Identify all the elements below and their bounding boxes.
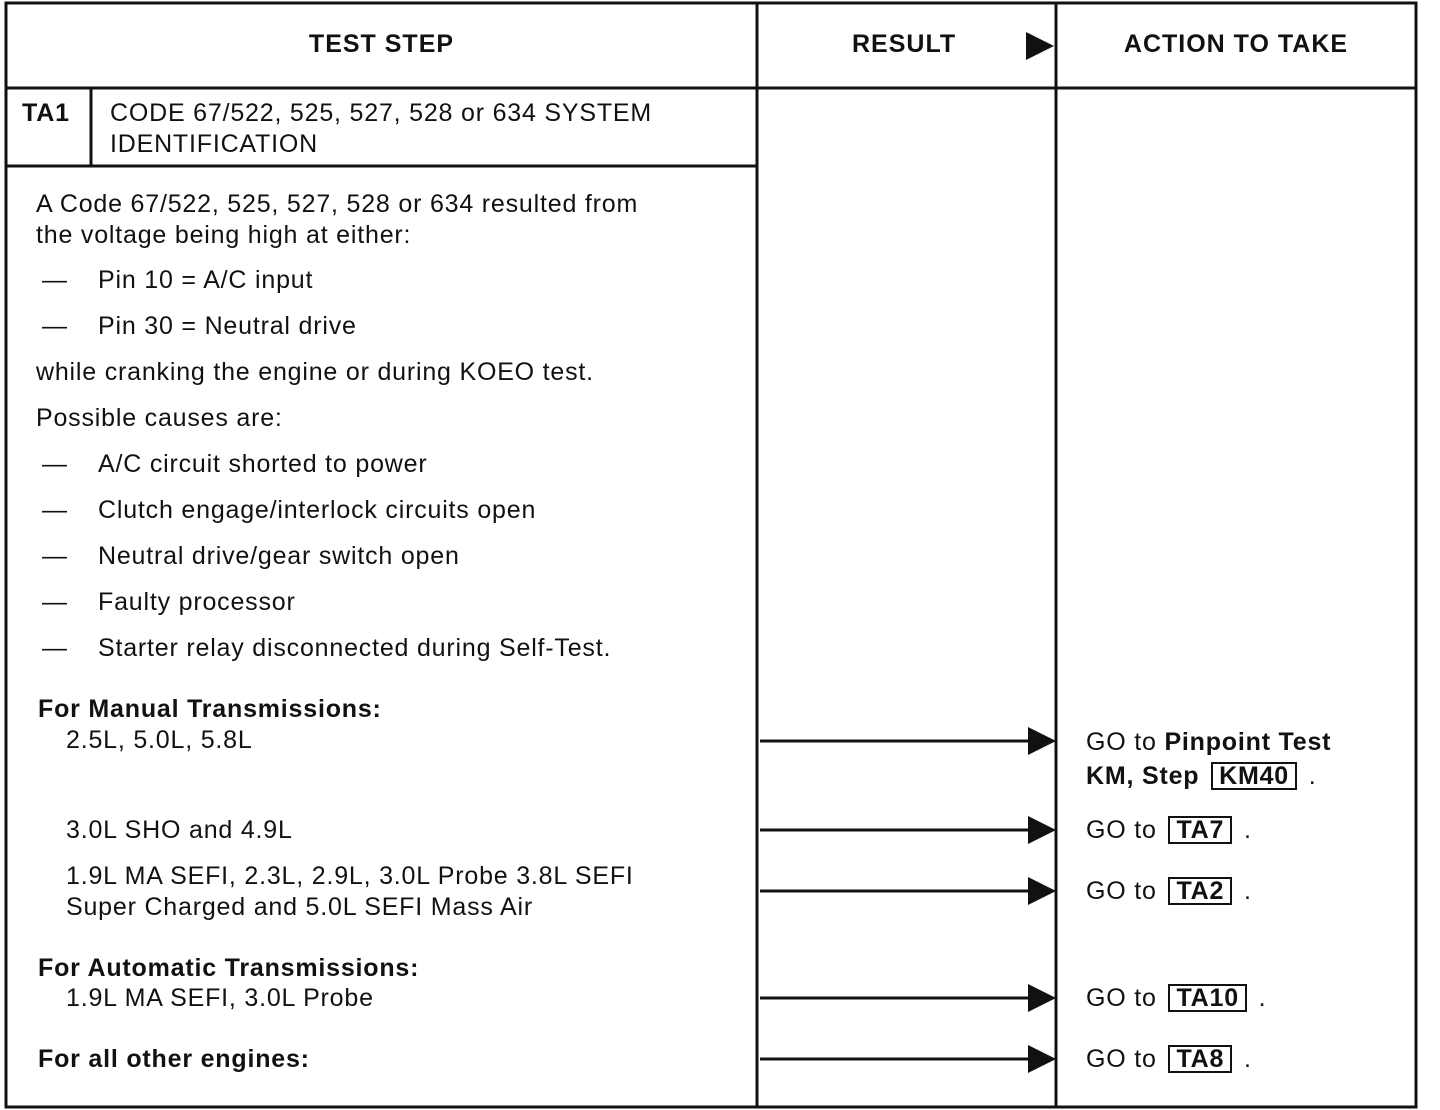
- period: .: [1308, 762, 1317, 790]
- auto-engines-1: 1.9L MA SEFI, 3.0L Probe: [66, 984, 374, 1012]
- manual-engines-3-line2: Super Charged and 5.0L SEFI Mass Air: [66, 893, 533, 921]
- step-ref-km40[interactable]: KM40: [1211, 762, 1297, 790]
- intro-line2: the voltage being high at either:: [36, 221, 412, 249]
- dash-bullet: —: [42, 634, 68, 662]
- manual-heading: For Manual Transmissions:: [38, 695, 382, 723]
- dash-bullet: —: [42, 312, 68, 340]
- step-title-line2: IDENTIFICATION: [110, 130, 318, 158]
- cause-text: Clutch engage/interlock circuits open: [98, 496, 537, 524]
- period: .: [1243, 1045, 1252, 1073]
- causes-heading: Possible causes are:: [36, 404, 283, 432]
- dash-bullet: —: [42, 450, 68, 478]
- cause-text: Neutral drive/gear switch open: [98, 542, 460, 570]
- step-ref-ta10[interactable]: TA10: [1168, 984, 1246, 1012]
- go-to-text: GO to: [1086, 816, 1157, 844]
- period: .: [1243, 816, 1252, 844]
- action-ta8: [1086, 1044, 1252, 1075]
- action-pinpoint-line1: [1086, 727, 1331, 758]
- action-ta2: [1086, 876, 1252, 907]
- step-id: TA1: [22, 99, 70, 127]
- period: .: [1243, 877, 1252, 905]
- go-to-text: GO to: [1086, 877, 1157, 905]
- manual-engines-3-line1: 1.9L MA SEFI, 2.3L, 2.9L, 3.0L Probe 3.8L SEFI: [66, 862, 634, 890]
- manual-engines-1: 2.5L, 5.0L, 5.8L: [66, 726, 253, 754]
- auto-heading: For Automatic Transmissions:: [38, 954, 420, 982]
- while-text: while cranking the engine or during KOEO test.: [36, 358, 594, 386]
- go-to-text: GO to: [1086, 984, 1157, 1012]
- km-step-text: KM, Step: [1086, 762, 1200, 790]
- result-arrow-icon: [1028, 1045, 1056, 1073]
- period: .: [1258, 984, 1267, 1012]
- result-arrow-icon: [1028, 877, 1056, 905]
- pin-30-text: Pin 30 = Neutral drive: [98, 312, 357, 340]
- result-arrow-icon: [1028, 984, 1056, 1012]
- pin-10-text: Pin 10 = A/C input: [98, 266, 314, 294]
- dash-bullet: —: [42, 542, 68, 570]
- result-arrows: [760, 727, 1056, 1073]
- result-arrow-icon: [1028, 727, 1056, 755]
- list-item: [42, 541, 460, 572]
- list-item: [42, 449, 427, 480]
- step-title-line1: CODE 67/522, 525, 527, 528 or 634 SYSTEM: [110, 99, 653, 127]
- header-test-step: TEST STEP: [308, 30, 455, 58]
- step-ref-ta7[interactable]: TA7: [1168, 816, 1232, 844]
- list-item: [42, 265, 313, 296]
- cause-text: A/C circuit shorted to power: [98, 450, 428, 478]
- result-arrow-icon: [1028, 816, 1056, 844]
- header-action: ACTION TO TAKE: [1123, 30, 1349, 58]
- list-item: [42, 587, 296, 618]
- intro-line1: A Code 67/522, 525, 527, 528 or 634 resulted from: [36, 190, 639, 218]
- dash-bullet: —: [42, 588, 68, 616]
- step-ref-ta2[interactable]: TA2: [1168, 877, 1232, 905]
- cause-text: Faulty processor: [98, 588, 296, 616]
- list-item: [42, 311, 357, 342]
- go-to-text: GO to: [1086, 1045, 1157, 1073]
- dash-bullet: —: [42, 266, 68, 294]
- other-heading: For all other engines:: [38, 1045, 310, 1073]
- step-ref-ta8[interactable]: TA8: [1168, 1045, 1232, 1073]
- pinpoint-test-text: Pinpoint Test: [1164, 728, 1332, 756]
- dash-bullet: —: [42, 496, 68, 524]
- list-item: [42, 495, 536, 526]
- header-result: RESULT: [852, 30, 957, 58]
- cause-text: Starter relay disconnected during Self-Test.: [98, 634, 612, 662]
- action-ta10: [1086, 983, 1266, 1014]
- manual-engines-2: 3.0L SHO and 4.9L: [66, 816, 293, 844]
- list-item: [42, 633, 611, 664]
- action-ta7: [1086, 815, 1252, 846]
- go-to-text: GO to: [1086, 728, 1157, 756]
- action-pinpoint-line2: [1086, 761, 1317, 792]
